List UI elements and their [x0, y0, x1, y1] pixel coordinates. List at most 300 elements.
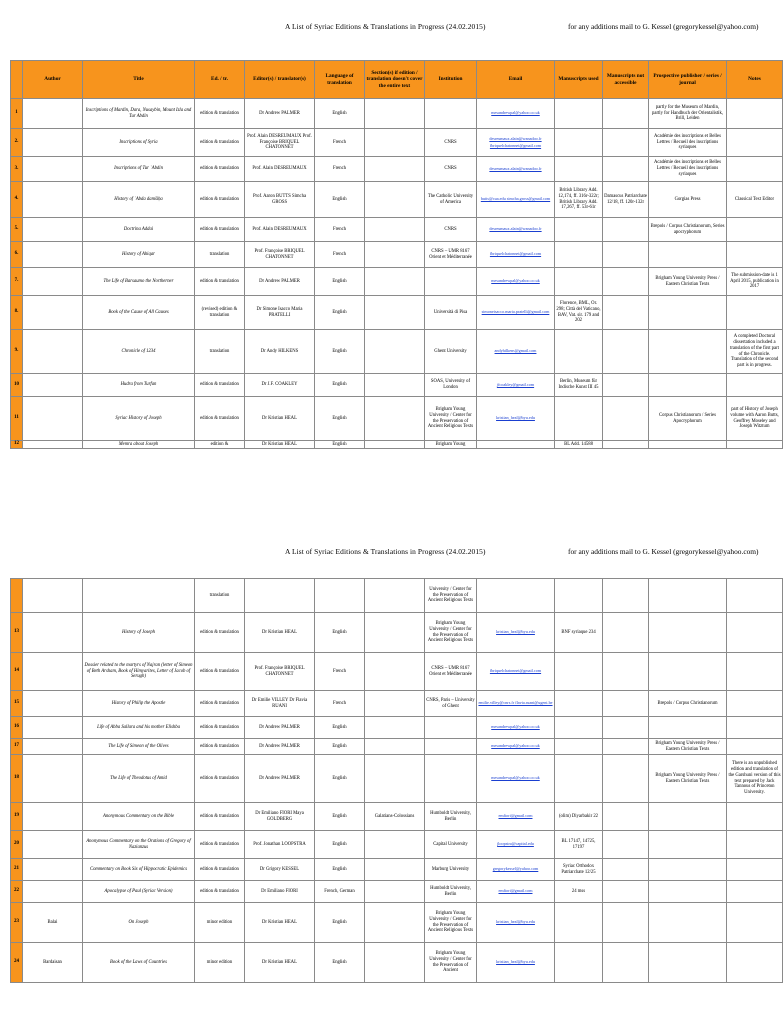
cell-email — [477, 803, 555, 831]
cell-author — [23, 268, 83, 296]
email-link[interactable]: desreumaux.alain@wanadoo.fr fbriquelchatonnet@gmail.com — [489, 135, 542, 148]
cell-institution: Humboldt University, Berlin — [425, 803, 477, 831]
cell-manuscripts-used — [555, 943, 603, 983]
document-title: A List of Syriac Editions & Translations in Progress (24.02.2015) — [285, 22, 486, 31]
cell-notes — [727, 653, 783, 691]
cell-editor: Dr Andrew PALMER — [245, 755, 315, 803]
cell-manuscripts-not-accessible — [603, 218, 649, 242]
page-2-header — [0, 545, 768, 559]
cell-publisher: Académie des inscriptions et Belles Lettres / Recueil des inscriptions syriaques — [649, 157, 727, 182]
cell-manuscripts-not-accessible — [603, 330, 649, 374]
cell-editor: Prof. Aaron BUTTS Simcha GROSS — [245, 182, 315, 218]
cell-row-number: 14 — [11, 653, 23, 691]
cell-title: Inscriptions of Mardin, Dara, Nusaybin, Mount Izla and Tur Abdin — [83, 99, 195, 129]
cell-email — [477, 374, 555, 397]
cell-ed-tr: edition & translation — [195, 613, 245, 653]
cell-email — [477, 157, 555, 182]
table-row — [11, 129, 783, 157]
cell-section — [365, 691, 425, 717]
column-header-manuscripts-not-accessible: Manuscripts not accessible — [603, 61, 649, 99]
email-link[interactable]: fbriquelchatonnet@gmail.com — [489, 668, 542, 674]
cell-title: Doctrina Addai — [83, 218, 195, 242]
cell-manuscripts-used — [555, 157, 603, 182]
cell-institution: University / Center for the Preservation of Ancient Religious Texts — [425, 579, 477, 613]
cell-email — [477, 691, 555, 717]
cell-section — [365, 653, 425, 691]
table-row — [11, 831, 783, 859]
cell-title: The Life of Simeon of the Olives — [83, 739, 195, 755]
cell-section — [365, 330, 425, 374]
cell-notes — [727, 739, 783, 755]
cell-title: History of Philip the Apostle — [83, 691, 195, 717]
cell-title: Memra about Joseph — [83, 441, 195, 449]
cell-language: French — [315, 129, 365, 157]
editions-table-page-2 — [10, 578, 783, 983]
cell-email — [477, 859, 555, 881]
cell-language: English — [315, 330, 365, 374]
cell-manuscripts-not-accessible — [603, 859, 649, 881]
cell-title: History of ʿAbda damšiḥa — [83, 182, 195, 218]
cell-row-number: 16 — [11, 717, 23, 739]
email-link[interactable]: andyhilkens@gmail.com — [494, 348, 537, 354]
cell-institution: Brigham Young University / Center for the Preservation of Ancient Religious Texts — [425, 613, 477, 653]
cell-editor: Dr Andrew PALMER — [245, 739, 315, 755]
email-link[interactable]: jfcoakley@gmail.com — [496, 381, 535, 387]
cell-notes — [727, 579, 783, 613]
email-link[interactable]: mesandrewpal@yahoo.co.uk — [491, 775, 540, 781]
cell-language: English — [315, 268, 365, 296]
cell-institution — [425, 739, 477, 755]
cell-manuscripts-not-accessible — [603, 613, 649, 653]
cell-title: Anonymous Commentary on the Orations of Gregory of Nazianzus — [83, 831, 195, 859]
cell-language: French — [315, 653, 365, 691]
cell-editor: Dr Kristian HEAL — [245, 613, 315, 653]
cell-manuscripts-not-accessible — [603, 157, 649, 182]
cell-manuscripts-not-accessible — [603, 803, 649, 831]
cell-publisher — [649, 296, 727, 330]
table-row — [11, 182, 783, 218]
cell-editor: Prof. Alain DESREUMAUX Prof. Françoise BRIQUEL CHATONNET — [245, 129, 315, 157]
cell-ed-tr: edition & translation — [195, 182, 245, 218]
cell-section — [365, 859, 425, 881]
cell-ed-tr: edition & translation — [195, 831, 245, 859]
cell-row-number: 7. — [11, 268, 23, 296]
cell-email — [477, 831, 555, 859]
cell-editor: Dr Simone Isacco Maria PRATELLI — [245, 296, 315, 330]
cell-notes — [727, 717, 783, 739]
cell-ed-tr: edition & translation — [195, 268, 245, 296]
cell-institution: Università di Pisa — [425, 296, 477, 330]
cell-row-number: 12 — [11, 441, 23, 449]
cell-row-number: 9. — [11, 330, 23, 374]
cell-manuscripts-used — [555, 717, 603, 739]
table-row — [11, 717, 783, 739]
cell-notes — [727, 441, 783, 449]
cell-author — [23, 441, 83, 449]
cell-title: On Joseph — [83, 903, 195, 943]
cell-notes — [727, 296, 783, 330]
email-link[interactable]: fbriquelchatonnet@gmail.com — [489, 251, 542, 257]
cell-title: The Life of Barsaumo the Northerner — [83, 268, 195, 296]
cell-publisher — [649, 441, 727, 449]
table-row — [11, 903, 783, 943]
cell-language: French — [315, 218, 365, 242]
column-header-institution: Institution — [425, 61, 477, 99]
cell-publisher — [649, 613, 727, 653]
cell-title: Syriac History of Joseph — [83, 397, 195, 441]
cell-section — [365, 218, 425, 242]
cell-title: The Life of Theodotus of Amid — [83, 755, 195, 803]
cell-manuscripts-not-accessible — [603, 739, 649, 755]
cell-notes — [727, 831, 783, 859]
table-row — [11, 157, 783, 182]
cell-notes: Classical Text Editor — [727, 182, 783, 218]
table-row — [11, 755, 783, 803]
cell-notes — [727, 99, 783, 129]
cell-author — [23, 129, 83, 157]
cell-manuscripts-used — [555, 129, 603, 157]
cell-editor: Prof. Jonathan LOOPSTRA — [245, 831, 315, 859]
cell-manuscripts-not-accessible — [603, 881, 649, 903]
table-row — [11, 613, 783, 653]
column-header-email: Email — [477, 61, 555, 99]
cell-title: Dossier related to the martyrs of Najran (letter of Simeon of Beth Arsham, Book of Himyarites, Letter of Jacob of Serugh) — [83, 653, 195, 691]
table-row — [11, 268, 783, 296]
cell-author — [23, 717, 83, 739]
cell-manuscripts-not-accessible — [603, 579, 649, 613]
cell-manuscripts-used: BNF syriaque 234 — [555, 613, 603, 653]
table-row — [11, 803, 783, 831]
cell-author — [23, 218, 83, 242]
cell-title: Commentary on Book Six of Hippocratic Epidemics — [83, 859, 195, 881]
email-link[interactable]: butts@cua.edu simcha.gross@gmail.com — [480, 196, 551, 202]
table-row — [11, 242, 783, 268]
cell-title — [83, 579, 195, 613]
cell-institution: CNRS, Paris – University of Ghent — [425, 691, 477, 717]
cell-section — [365, 881, 425, 903]
cell-author — [23, 831, 83, 859]
cell-author — [23, 99, 83, 129]
cell-language: English — [315, 739, 365, 755]
cell-section — [365, 374, 425, 397]
cell-editor: Dr Emiliano FIORI — [245, 881, 315, 903]
cell-author — [23, 182, 83, 218]
cell-author — [23, 296, 83, 330]
cell-manuscripts-not-accessible — [603, 653, 649, 691]
cell-section — [365, 296, 425, 330]
cell-language: French — [315, 691, 365, 717]
cell-title: Book of the Cause of All Causes — [83, 296, 195, 330]
cell-author — [23, 881, 83, 903]
cell-publisher — [649, 803, 727, 831]
cell-title: Chronicle of 1234 — [83, 330, 195, 374]
cell-email — [477, 182, 555, 218]
cell-row-number: 19 — [11, 803, 23, 831]
email-link[interactable]: gregorykessel@yahoo.com — [492, 866, 539, 872]
column-header-publisher: Prospective publisher / series / journal — [649, 61, 727, 99]
table-row — [11, 218, 783, 242]
cell-title: Apocalypse of Paul (Syriac Version) — [83, 881, 195, 903]
table-row — [11, 296, 783, 330]
cell-manuscripts-not-accessible — [603, 691, 649, 717]
cell-institution: Brigham Young University / Center for the Preservation of Ancient — [425, 943, 477, 983]
cell-manuscripts-not-accessible — [603, 397, 649, 441]
cell-editor: Dr Andrew PALMER — [245, 99, 315, 129]
cell-row-number: 2. — [11, 129, 23, 157]
cell-author: Bardaisan — [23, 943, 83, 983]
cell-language: French, German — [315, 881, 365, 903]
cell-section — [365, 903, 425, 943]
cell-language: English — [315, 374, 365, 397]
cell-manuscripts-not-accessible — [603, 903, 649, 943]
cell-language: French — [315, 157, 365, 182]
cell-email — [477, 579, 555, 613]
column-header-language: Language of translation — [315, 61, 365, 99]
cell-editor: Dr Emilie VILLEY Dr Flavia RUANI — [245, 691, 315, 717]
cell-author — [23, 803, 83, 831]
contact-note: for any additions mail to G. Kessel (gregorykessel@yahoo.com) — [568, 547, 759, 556]
cell-title: History of Joseph — [83, 613, 195, 653]
cell-row-number: 18 — [11, 755, 23, 803]
cell-section — [365, 579, 425, 613]
cell-notes — [727, 859, 783, 881]
cell-editor: Dr Kristian HEAL — [245, 943, 315, 983]
cell-manuscripts-used: Berlin, Museum für Indische Kunst III 45 — [555, 374, 603, 397]
cell-manuscripts-used — [555, 579, 603, 613]
header-row — [11, 61, 783, 99]
table-row — [11, 739, 783, 755]
table-row — [11, 397, 783, 441]
cell-language: English — [315, 803, 365, 831]
cell-notes — [727, 943, 783, 983]
cell-notes: A completed Doctoral dissertation included a translation of the first part of the Chronicle. Translation of the second part is in progress. — [727, 330, 783, 374]
email-link[interactable]: mesandrewpal@yahoo.co.uk — [491, 743, 540, 749]
cell-manuscripts-used: BL 17147, 14725, 17197 — [555, 831, 603, 859]
cell-author — [23, 755, 83, 803]
cell-notes — [727, 374, 783, 397]
cell-notes — [727, 881, 783, 903]
cell-publisher — [649, 943, 727, 983]
email-link[interactable]: simoneisacco.maria.pratelli@gmail.com — [481, 309, 550, 315]
cell-ed-tr: edition & translation — [195, 691, 245, 717]
cell-manuscripts-not-accessible: Damascus Patriarchate 12/18, ff. 120r-132r — [603, 182, 649, 218]
cell-notes: There is an unpublished edition and translation of the Garshuni version of this text prepared by Jack Tannous of Princeton University. — [727, 755, 783, 803]
cell-institution: CNRS — [425, 157, 477, 182]
cell-row-number: 5. — [11, 218, 23, 242]
cell-publisher: partly for the Museum of Mardin, partly for Handbuch der Orientalistik, Brill, Leiden — [649, 99, 727, 129]
column-header-editor: Editor(s) / translator(s) — [245, 61, 315, 99]
cell-row-number: 21 — [11, 859, 23, 881]
cell-editor: Dr Andrew PALMER — [245, 268, 315, 296]
cell-manuscripts-used: Florence, BML, Or. 298; Città del Vaticano, BAV, Vat. sir. 179 and 202 — [555, 296, 603, 330]
email-link[interactable]: kristian_heal@byu.edu — [496, 415, 535, 421]
cell-publisher: Brigham Young University Press / Eastern Christian Texts — [649, 755, 727, 803]
cell-row-number: 15 — [11, 691, 23, 717]
table-row — [11, 859, 783, 881]
cell-manuscripts-not-accessible — [603, 296, 649, 330]
cell-author — [23, 374, 83, 397]
cell-editor: Dr Andy HILKENS — [245, 330, 315, 374]
cell-publisher — [649, 374, 727, 397]
cell-ed-tr: minor edition — [195, 903, 245, 943]
cell-author — [23, 653, 83, 691]
cell-manuscripts-used — [555, 330, 603, 374]
cell-notes — [727, 691, 783, 717]
cell-email — [477, 218, 555, 242]
cell-ed-tr: edition & translation — [195, 881, 245, 903]
cell-row-number: 10 — [11, 374, 23, 397]
column-header-row-number — [11, 61, 23, 99]
cell-ed-tr: edition & translation — [195, 99, 245, 129]
cell-institution: CNRS – UMR 8167 Orient et Méditerranée — [425, 242, 477, 268]
cell-manuscripts-not-accessible — [603, 374, 649, 397]
cell-ed-tr: edition & translation — [195, 129, 245, 157]
cell-email — [477, 881, 555, 903]
cell-manuscripts-used — [555, 242, 603, 268]
cell-ed-tr: minor edition — [195, 943, 245, 983]
cell-manuscripts-not-accessible — [603, 129, 649, 157]
cell-section — [365, 157, 425, 182]
cell-notes — [727, 903, 783, 943]
editions-table-page-1 — [10, 60, 783, 449]
cell-publisher: Brigham Young University Press / Eastern Christian Texts — [649, 268, 727, 296]
cell-institution: The Catholic University of America — [425, 182, 477, 218]
email-link[interactable]: mesandrewpal@yahoo.co.uk — [491, 278, 540, 284]
cell-author — [23, 242, 83, 268]
cell-editor: Dr Kristian HEAL — [245, 903, 315, 943]
cell-row-number: 8. — [11, 296, 23, 330]
table-row — [11, 99, 783, 129]
cell-publisher — [649, 242, 727, 268]
cell-title: History of Ahiqar — [83, 242, 195, 268]
cell-title: Inscriptions of Syria — [83, 129, 195, 157]
cell-language: English — [315, 397, 365, 441]
cell-language: English — [315, 613, 365, 653]
cell-email — [477, 296, 555, 330]
column-header-ed-tr: Ed. / tr. — [195, 61, 245, 99]
cell-ed-tr: edition & — [195, 441, 245, 449]
cell-institution — [425, 268, 477, 296]
cell-ed-tr: edition & translation — [195, 755, 245, 803]
cell-publisher — [649, 579, 727, 613]
email-link[interactable]: emilie.villey@cnrs.fr flavia.ruani@ugent.be — [478, 700, 553, 706]
cell-title: Book of the Laws of Countries — [83, 943, 195, 983]
cell-manuscripts-used: 24 mss — [555, 881, 603, 903]
cell-ed-tr: edition & translation — [195, 859, 245, 881]
column-header-author: Author — [23, 61, 83, 99]
cell-author — [23, 579, 83, 613]
table-row — [11, 579, 783, 613]
cell-publisher — [649, 881, 727, 903]
cell-row-number: 13 — [11, 613, 23, 653]
cell-email — [477, 717, 555, 739]
cell-manuscripts-not-accessible — [603, 831, 649, 859]
cell-ed-tr: edition & translation — [195, 803, 245, 831]
cell-section — [365, 99, 425, 129]
cell-section — [365, 397, 425, 441]
cell-editor: Dr J.F. COAKLEY — [245, 374, 315, 397]
email-link[interactable]: emfiori@gmail.com — [498, 813, 533, 819]
cell-email — [477, 755, 555, 803]
cell-section — [365, 441, 425, 449]
cell-email — [477, 330, 555, 374]
cell-ed-tr: edition & translation — [195, 739, 245, 755]
table-row — [11, 653, 783, 691]
cell-manuscripts-not-accessible — [603, 242, 649, 268]
email-link[interactable]: kristian_heal@byu.edu — [496, 959, 535, 965]
email-link[interactable]: desreumaux.alain@wanadoo.fr — [489, 165, 542, 171]
cell-manuscripts-not-accessible — [603, 99, 649, 129]
table-row — [11, 441, 783, 449]
cell-manuscripts-not-accessible — [603, 755, 649, 803]
email-link[interactable]: mesandrewpal@yahoo.co.uk — [491, 724, 540, 730]
cell-manuscripts-used: (olim) Diyarbakir 22 — [555, 803, 603, 831]
cell-section — [365, 831, 425, 859]
cell-language: English — [315, 441, 365, 449]
cell-manuscripts-used: Syriac Orthodox Patriarchate 12/25 — [555, 859, 603, 881]
cell-language: English — [315, 831, 365, 859]
cell-manuscripts-used: BL Add. 14588 — [555, 441, 603, 449]
cell-row-number: 3. — [11, 157, 23, 182]
cell-row-number: 11 — [11, 397, 23, 441]
cell-manuscripts-used — [555, 653, 603, 691]
cell-publisher: Gorgias Press — [649, 182, 727, 218]
cell-row-number: 17 — [11, 739, 23, 755]
table-row — [11, 881, 783, 903]
cell-email — [477, 441, 555, 449]
email-link[interactable]: desreumaux.alain@wanadoo.fr — [489, 226, 542, 232]
cell-notes — [727, 242, 783, 268]
cell-institution: Ghent University — [425, 330, 477, 374]
cell-notes — [727, 218, 783, 242]
cell-manuscripts-used: British Library Add. 12,174, ff. 316r-322r; British Library Add. 17,267, ff. 53r-61r — [555, 182, 603, 218]
cell-institution: Brigham Young University / Center for the Preservation of Ancient Religious Texts — [425, 397, 477, 441]
cell-email — [477, 397, 555, 441]
cell-notes: The submission-date is 1 April 2015, publication in 2017 — [727, 268, 783, 296]
cell-publisher: Corpus Christianorum / Series Apocryphorum — [649, 397, 727, 441]
cell-institution — [425, 717, 477, 739]
cell-ed-tr: translation — [195, 330, 245, 374]
cell-author — [23, 330, 83, 374]
cell-language: English — [315, 859, 365, 881]
cell-notes — [727, 157, 783, 182]
cell-language: English — [315, 182, 365, 218]
email-link[interactable]: kristian_heal@byu.edu — [496, 919, 535, 925]
cell-publisher — [649, 653, 727, 691]
cell-email — [477, 268, 555, 296]
cell-publisher: Brepols / Corpus Christianorum — [649, 691, 727, 717]
cell-ed-tr: edition & translation — [195, 218, 245, 242]
cell-publisher: Brigham Young University Press / Eastern Christian Texts — [649, 739, 727, 755]
cell-institution: CNRS — [425, 218, 477, 242]
cell-manuscripts-used — [555, 268, 603, 296]
cell-notes — [727, 613, 783, 653]
cell-manuscripts-not-accessible — [603, 717, 649, 739]
cell-title: Anonymous Commentary on the Bible — [83, 803, 195, 831]
email-link[interactable]: jloopstra@capital.edu — [497, 841, 534, 847]
email-link[interactable]: kristian_heal@byu.edu — [496, 629, 535, 635]
cell-section — [365, 613, 425, 653]
email-link[interactable]: emfiori@gmail.com — [498, 888, 533, 894]
cell-ed-tr: edition & translation — [195, 157, 245, 182]
cell-section — [365, 129, 425, 157]
cell-language: French — [315, 242, 365, 268]
cell-institution: Humboldt University, Berlin — [425, 881, 477, 903]
cell-institution — [425, 755, 477, 803]
cell-institution: Capital University — [425, 831, 477, 859]
document-title: A List of Syriac Editions & Translations in Progress (24.02.2015) — [285, 547, 486, 556]
email-link[interactable]: mesandrewpal@yahoo.co.uk — [491, 110, 540, 116]
